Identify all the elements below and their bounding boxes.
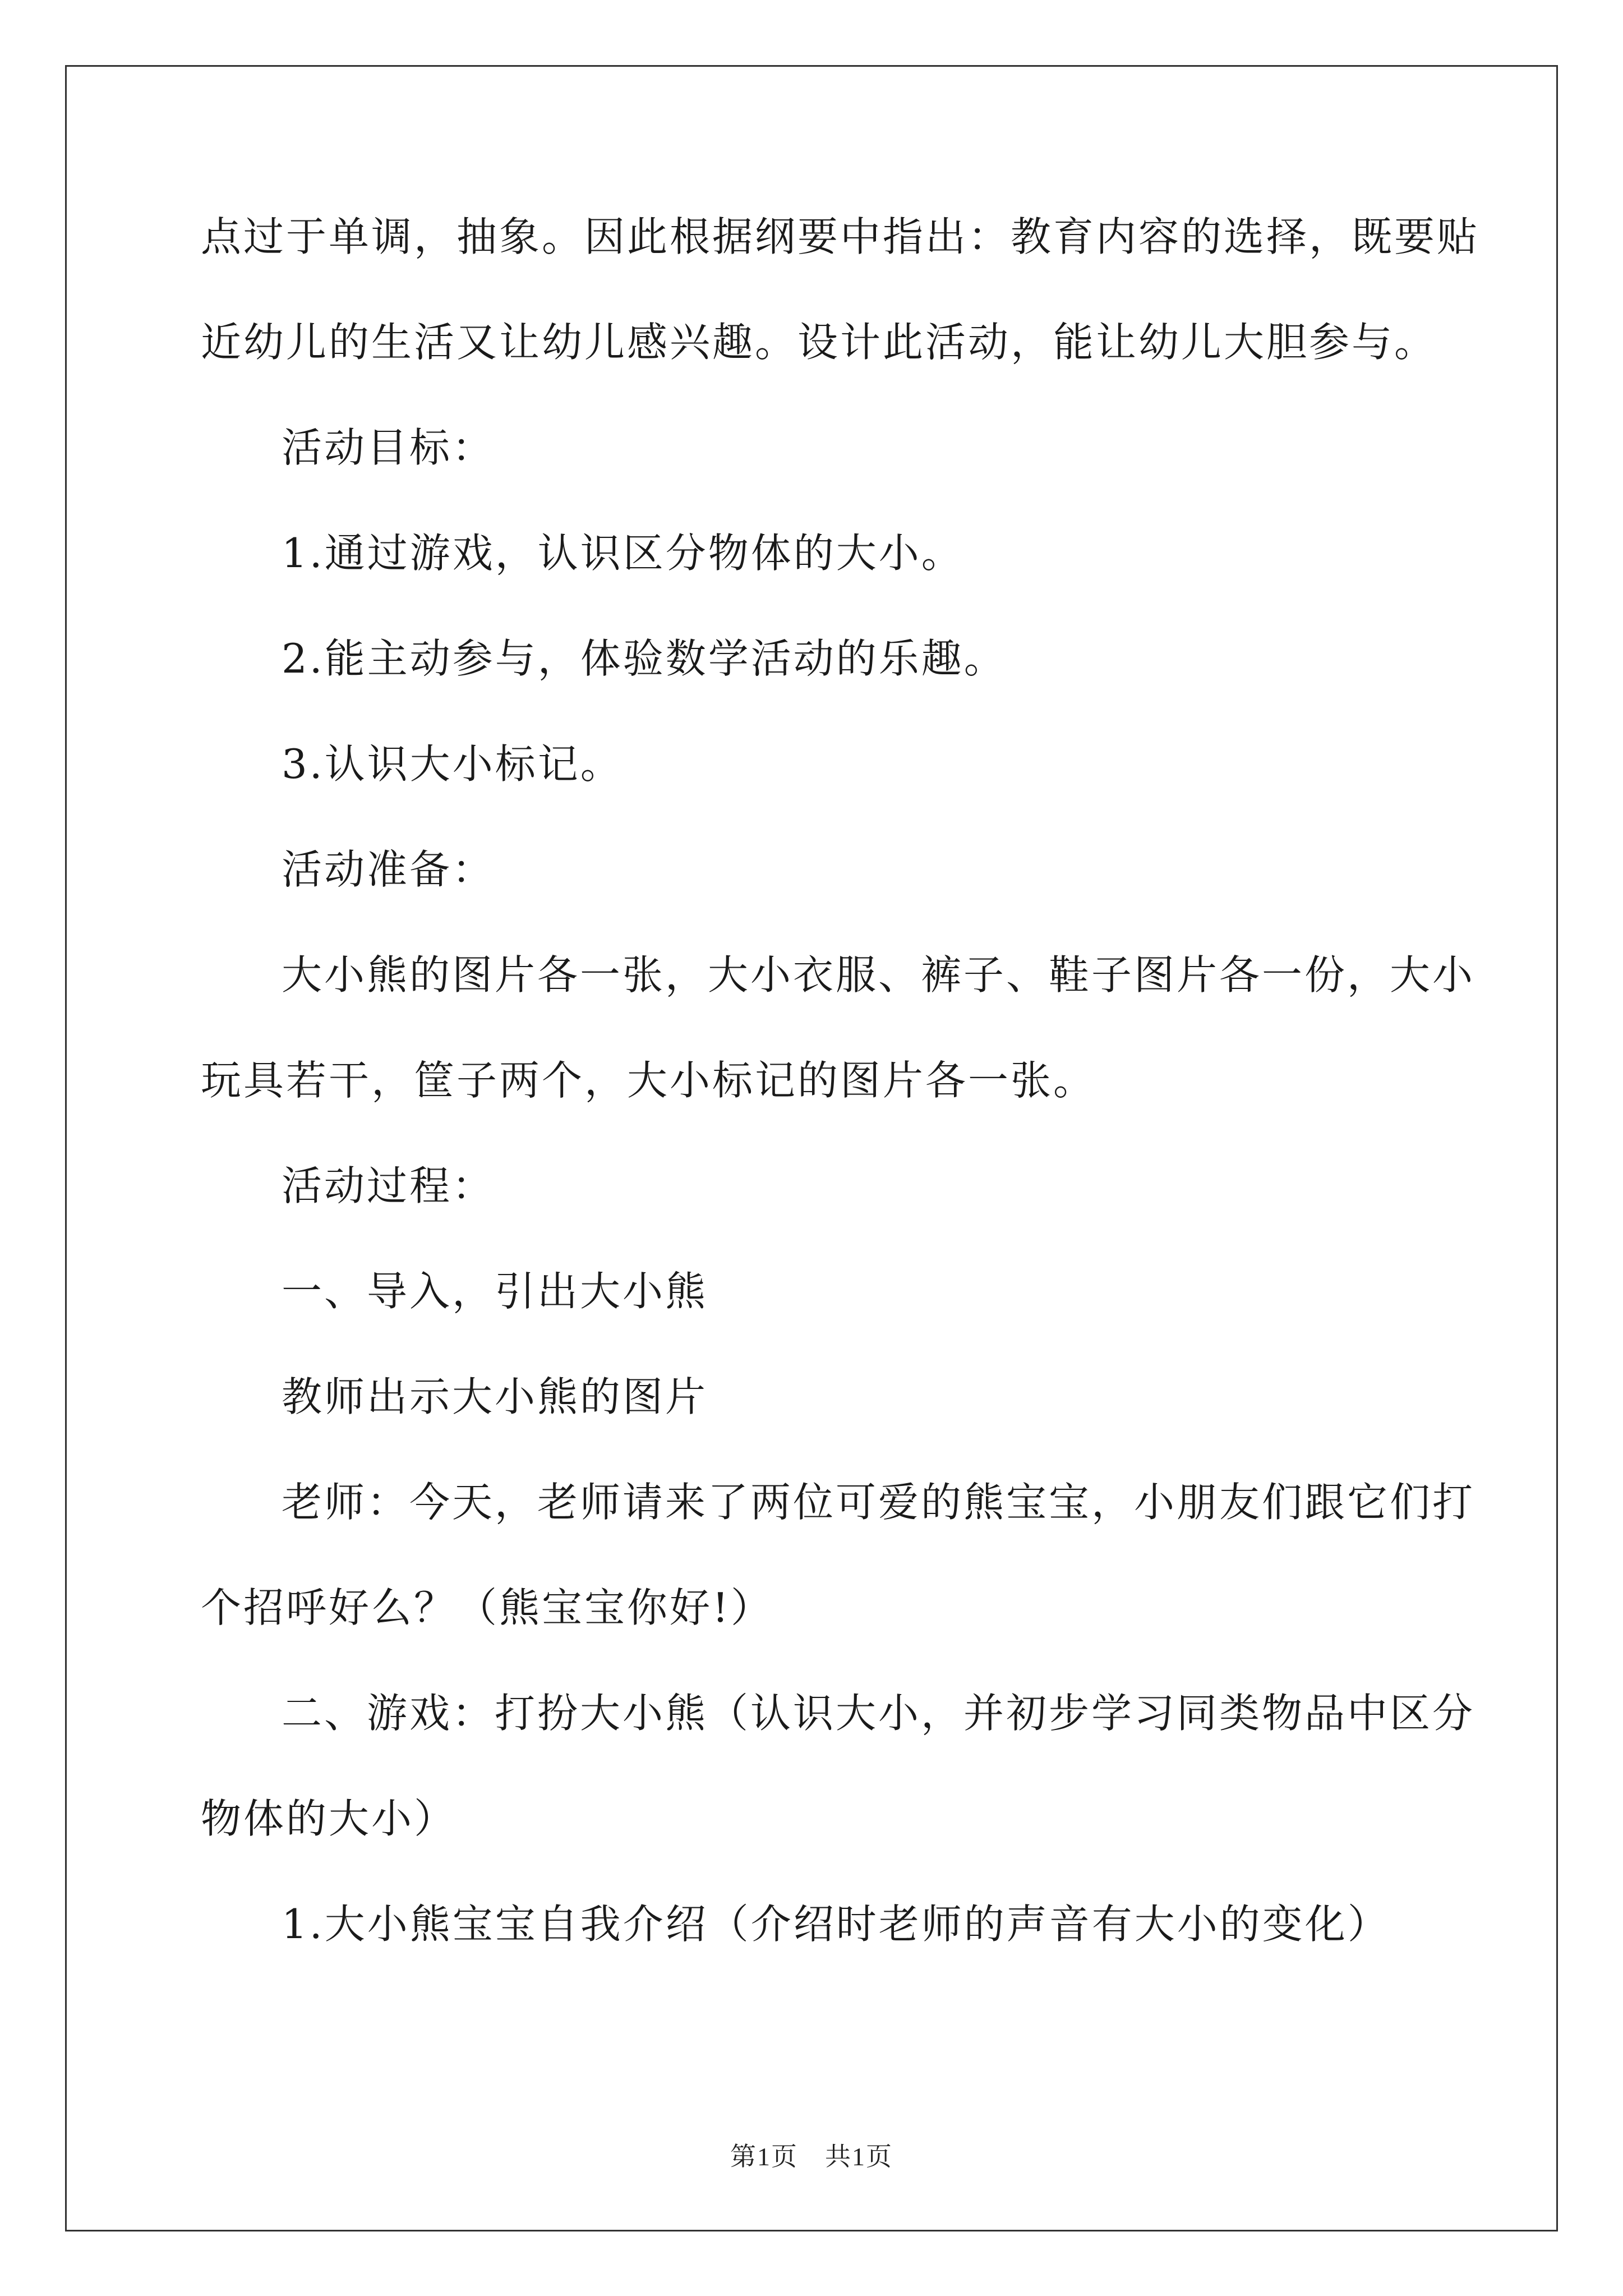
text-line: 老师：今天，老师请来了两位可爱的熊宝宝，小朋友们跟它们打 [282,1479,1476,1526]
section-heading-process: 活动过程： [282,1162,495,1209]
list-item: 3.认识大小标记。 [282,740,623,788]
text-line: 玩具若干，筐子两个，大小标记的图片各一张。 [201,1057,1096,1104]
list-item: 1.通过游戏，认识区分物体的大小。 [282,530,964,577]
text-line: 个招呼好么？（熊宝宝你好!） [201,1584,773,1631]
section-heading-preparation: 活动准备： [282,846,495,893]
list-item: 1.大小熊宝宝自我介绍（介绍时老师的声音有大小的变化） [282,1901,1390,1948]
text-line: 二、游戏：打扮大小熊（认识大小，并初步学习同类物品中区分 [282,1690,1476,1737]
text-line: 教师出示大小熊的图片 [282,1373,708,1420]
list-item: 2.能主动参与，体验数学活动的乐趣。 [282,635,1007,682]
text-line: 一、导入，引出大小熊 [282,1268,708,1315]
text-line: 点过于单调，抽象。因此根据纲要中指出：教育内容的选择，既要贴 [201,213,1480,260]
section-heading-goals: 活动目标： [282,424,495,471]
text-line: 大小熊的图片各一张，大小衣服、裤子、鞋子图片各一份，大小 [282,951,1476,999]
page-footer: 第1页 共1页 [730,2142,893,2171]
text-line: 近幼儿的生活又让幼儿感兴趣。设计此活动，能让幼儿大胆参与。 [201,319,1437,366]
text-line: 物体的大小） [201,1795,457,1842]
